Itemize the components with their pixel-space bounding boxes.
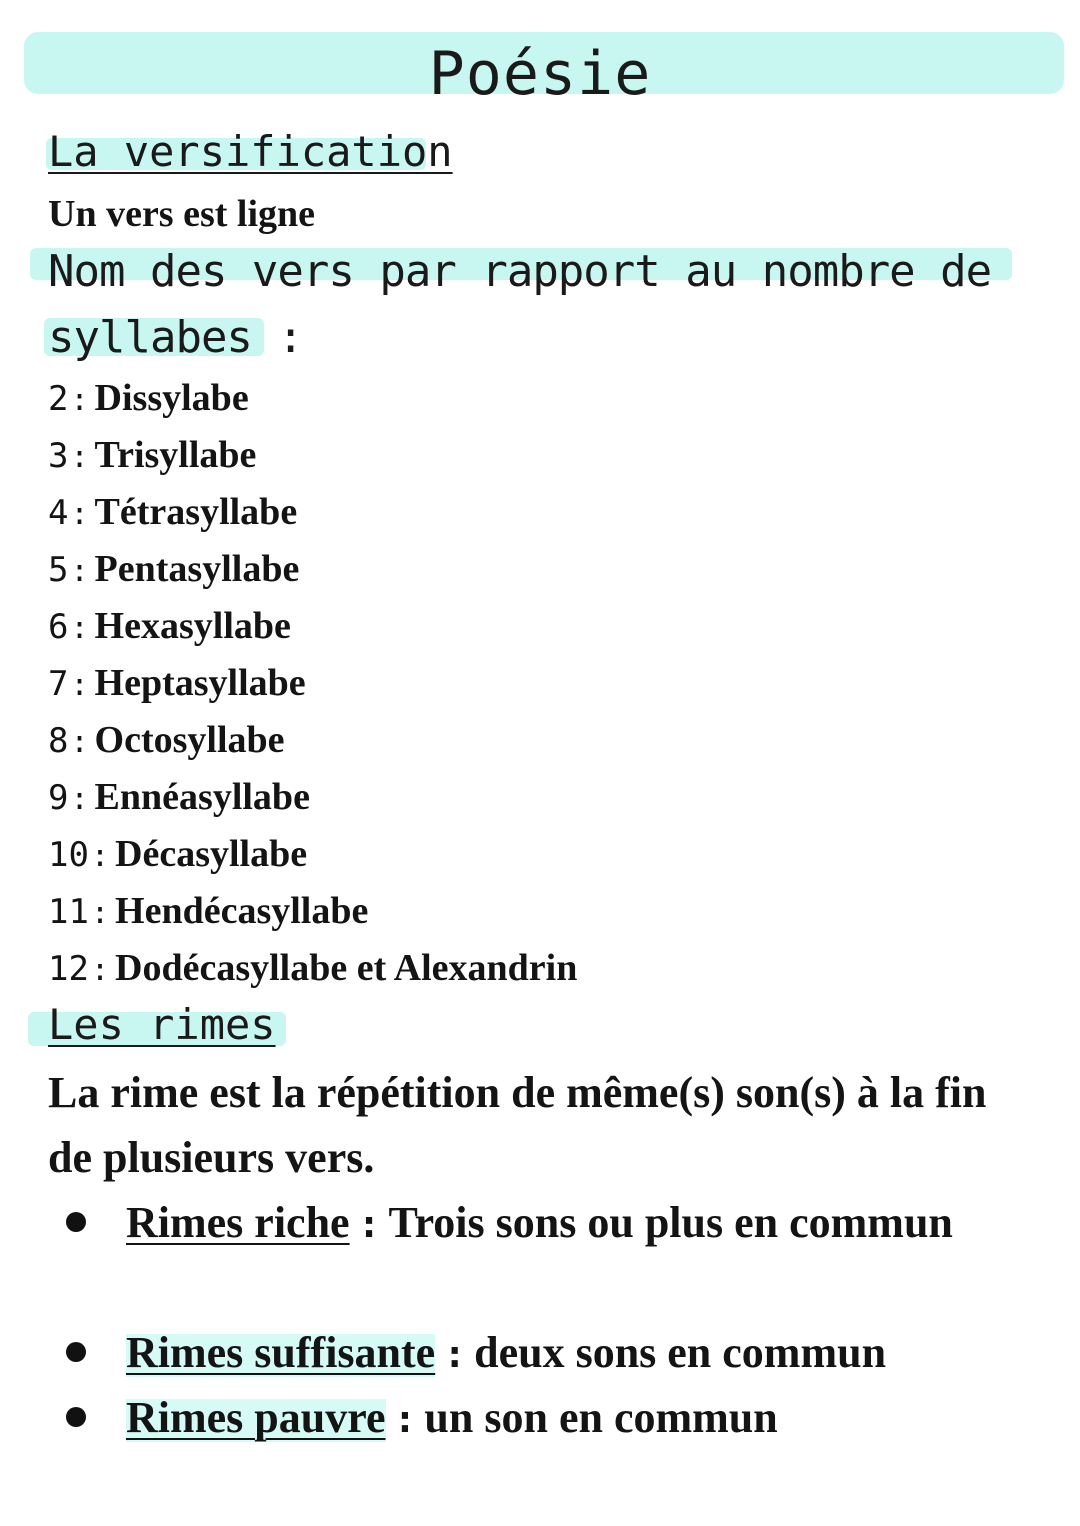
list-item: 3: Trisyllabe [48, 434, 257, 476]
rime-definition: La rime est la répétition de même(s) son(s) à la fin de plusieurs vers. [48, 1068, 987, 1182]
bullet-icon [66, 1212, 86, 1232]
page-title: Poésie [428, 39, 652, 109]
verse-definition: Un vers est ligne [48, 193, 316, 235]
subheading-line-1: Nom des vers par rapport au nombre de [48, 246, 992, 297]
bullet-item-riche: Rimes riche : Trois sons ou plus en commun [126, 1198, 953, 1247]
bullet-icon [66, 1407, 86, 1427]
list-item: 11: Hendécasyllabe [48, 890, 369, 932]
list-item: 8: Octosyllabe [48, 719, 285, 761]
list-item: 12: Dodécasyllabe et Alexandrin [48, 947, 578, 989]
list-item: 4: Tétrasyllabe [48, 491, 298, 533]
list-item: 10: Décasyllabe [48, 833, 308, 875]
bullet-item-suffisante: Rimes suffisante : deux sons en commun [126, 1328, 887, 1377]
bullet-icon [66, 1342, 86, 1362]
list-item: 7: Heptasyllabe [48, 662, 306, 704]
bullet-item-pauvre: Rimes pauvre : un son en commun [126, 1393, 778, 1442]
list-item: 5: Pentasyllabe [48, 548, 300, 590]
subheading-line-2: syllabes : [48, 312, 303, 363]
section-heading-rimes: Les rimes [48, 1000, 276, 1049]
list-item: 2: Dissylabe [48, 377, 249, 419]
list-item: 6: Hexasyllabe [48, 605, 291, 647]
section-heading-versification: La versification [48, 127, 453, 176]
list-item: 9: Ennéasyllabe [48, 776, 310, 818]
